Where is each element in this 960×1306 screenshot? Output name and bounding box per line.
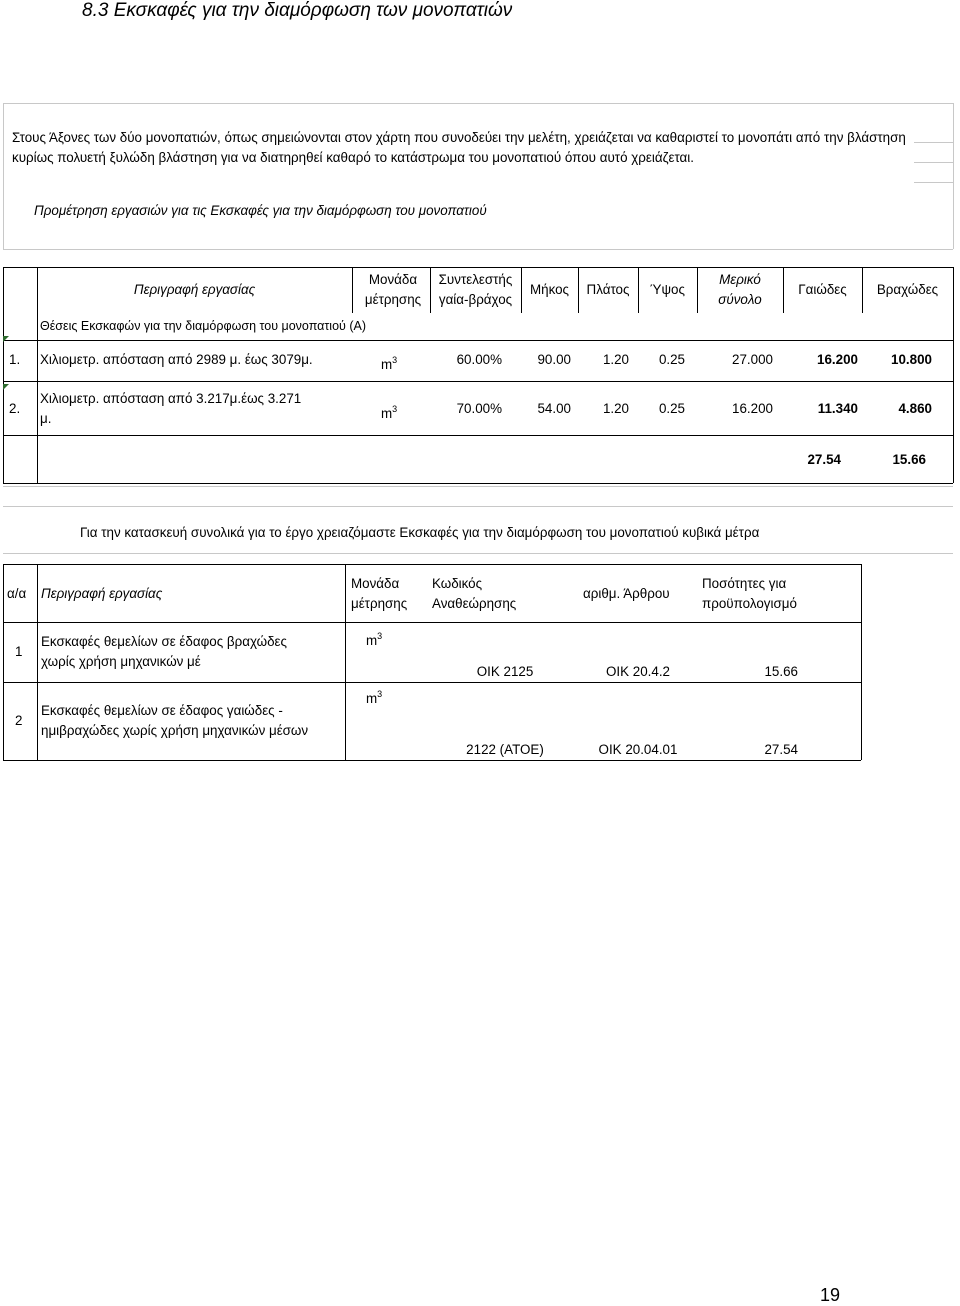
row-rocky: 4.860 bbox=[898, 401, 932, 416]
header-index: α/α bbox=[7, 586, 27, 601]
row-description-line2: ημιβραχώδες χωρίς χρήση μηχανικών μέσων bbox=[41, 723, 309, 738]
row-height: 0.25 bbox=[658, 401, 685, 416]
row-earthy: 16.200 bbox=[817, 352, 858, 367]
header-code-line1: Κωδικός bbox=[432, 576, 483, 591]
row-description: Χιλιομετρ. απόσταση από 2989 μ. έως 3079μ. bbox=[40, 352, 313, 367]
header-length: Μήκος bbox=[529, 282, 570, 297]
header-unit-line1: Μονάδα bbox=[351, 576, 400, 591]
row-partial-total: 16.200 bbox=[732, 401, 773, 416]
row-description-line1: Χιλιομετρ. απόσταση από 3.217μ.έως 3.271 bbox=[40, 391, 302, 406]
row-description-line1: Εκσκαφές θεμελίων σε έδαφος γαιώδες - bbox=[41, 703, 283, 718]
row-index: 1 bbox=[15, 644, 23, 659]
row-coefficient: 60.00% bbox=[456, 352, 502, 367]
header-description: Περιγραφή εργασίας bbox=[133, 282, 256, 297]
row-length: 54.00 bbox=[537, 401, 571, 416]
total-rocky: 15.66 bbox=[892, 452, 926, 467]
header-quantity-line2: προϋπολογισμό bbox=[702, 596, 797, 611]
row-unit: $m^3$ bbox=[381, 355, 398, 372]
row-width: 1.20 bbox=[602, 352, 629, 367]
row-rocky: 10.800 bbox=[891, 352, 932, 367]
row-code: ΟΙΚ 2125 bbox=[476, 664, 534, 679]
row-code: 2122 (ΑΤΟΕ) bbox=[466, 742, 544, 757]
page-number: 19 bbox=[820, 1285, 841, 1305]
row-index: 2 bbox=[15, 713, 23, 728]
header-earthy: Γαιώδες bbox=[798, 282, 847, 297]
total-earthy: 27.54 bbox=[807, 452, 841, 467]
header-width: Πλάτος bbox=[586, 282, 630, 297]
row-number: 1. bbox=[9, 352, 21, 367]
page-heading: 8.3 Εκσκαφές για την διαμόρφωση των μονοπατιών bbox=[82, 0, 513, 21]
header-rocky: Βραχώδες bbox=[876, 282, 939, 297]
row-quantity: 15.66 bbox=[764, 664, 798, 679]
row-width: 1.20 bbox=[602, 401, 629, 416]
row-description-line2: μ. bbox=[40, 411, 52, 426]
row-unit: $m^3$ bbox=[366, 631, 383, 648]
row-number: 2. bbox=[9, 401, 21, 416]
header-code-line2: Αναθεώρησης bbox=[432, 596, 517, 611]
row-earthy: 11.340 bbox=[817, 401, 858, 416]
header-unit: Μονάδα μέτρησης bbox=[364, 272, 422, 307]
intro-paragraph: Στους Άξονες των δύο μονοπατιών, όπως σημειώνονται στον χάρτη που συνοδεύει την μελέτη, χρειάζεται να καθαριστεί το μονοπάτι από την βλάστηση κυρίως πολυετή ξυλώδη βλάστηση για να διατηρηθεί καθαρό το κατάστρωμα του μονοπατιού όπου αυτό χρειάζεται. bbox=[12, 130, 906, 165]
header-article: αριθμ. Άρθρου bbox=[583, 586, 670, 601]
row-article: ΟΙΚ 20.4.2 bbox=[605, 664, 671, 679]
row-length: 90.00 bbox=[537, 352, 571, 367]
row-article: ΟΙΚ 20.04.01 bbox=[598, 742, 678, 757]
row-unit: $m^3$ bbox=[381, 404, 398, 421]
header-description: Περιγραφή εργασίας bbox=[41, 586, 163, 601]
measurement-title: Προμέτρηση εργασιών για τις Εκσκαφές για την διαμόρφωση του μονοπατιού bbox=[34, 203, 487, 218]
header-partial-total: Μερικό σύνολο bbox=[718, 272, 762, 307]
header-quantity-line1: Ποσότητες για bbox=[702, 576, 787, 591]
header-coefficient: Συντελεστής γαία-βράχος bbox=[438, 272, 513, 307]
row-quantity: 27.54 bbox=[764, 742, 798, 757]
row-unit: $m^3$ bbox=[366, 689, 383, 706]
summary-sentence: Για την κατασκευή συνολικά για το έργο χρειαζόμαστε Εκσκαφές για την διαμόρφωση του μονοπατιού κυβικά μέτρα bbox=[80, 525, 760, 540]
section-label: Θέσεις Εκσκαφών για την διαμόρφωση του μονοπατιού (Α) bbox=[40, 319, 367, 333]
row-description-line1: Εκσκαφές θεμελίων σε έδαφος βραχώδες bbox=[41, 634, 287, 649]
header-height: Ύψος bbox=[650, 282, 685, 297]
header-unit-line2: μέτρησης bbox=[351, 596, 408, 611]
row-height: 0.25 bbox=[658, 352, 685, 367]
row-partial-total: 27.000 bbox=[732, 352, 773, 367]
row-coefficient: 70.00% bbox=[456, 401, 502, 416]
row-description-line2: χωρίς χρήση μηχανικών μέ bbox=[41, 654, 201, 669]
